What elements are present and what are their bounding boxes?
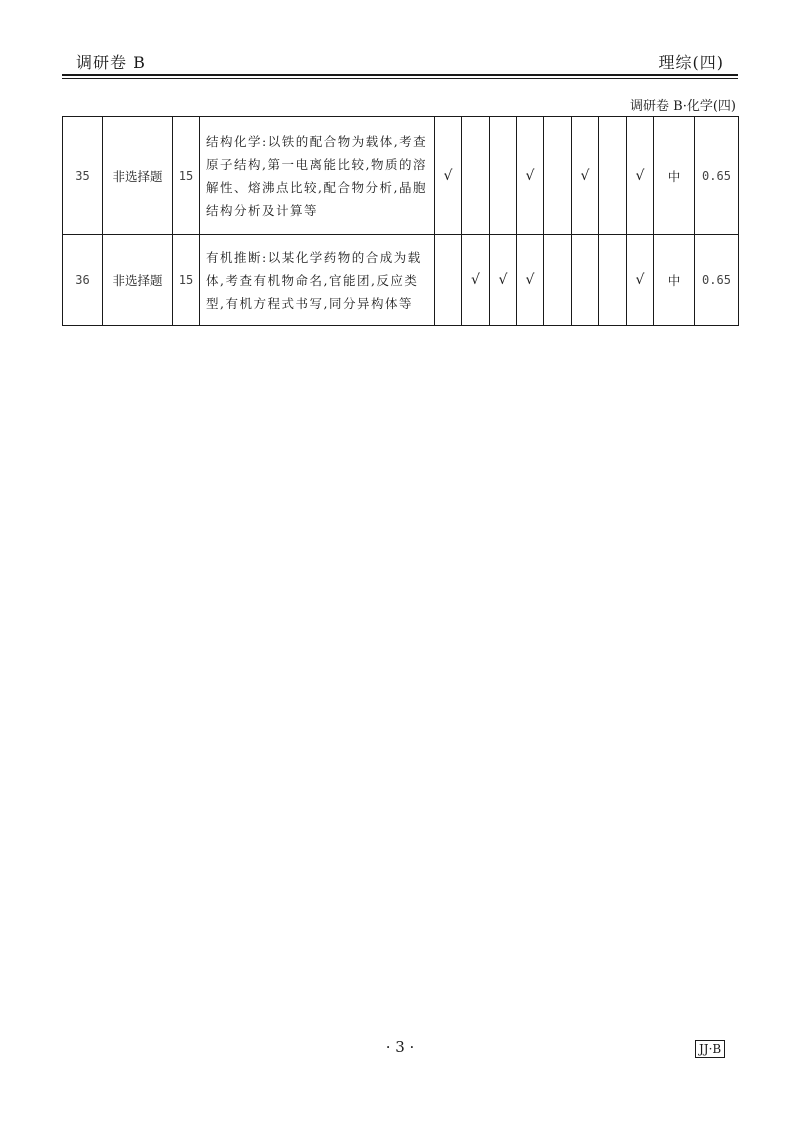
check-cell: √: [490, 235, 517, 326]
check-cell: [544, 117, 572, 235]
section-label: 调研卷 B·化学(四): [630, 99, 736, 114]
check-cell: √: [435, 117, 462, 235]
page-number: · 3 ·: [385, 1038, 415, 1056]
difficulty-cell: 中: [654, 117, 695, 235]
check-cell: √: [517, 235, 544, 326]
question-score: 15: [173, 235, 200, 326]
check-cell: √: [627, 235, 654, 326]
question-type: 非选择题: [103, 235, 173, 326]
question-description: 有机推断:以某化学药物的合成为载体,考查有机物命名,官能团,反应类型,有机方程式书写,同分异构体等: [200, 235, 435, 326]
question-number: 35: [63, 117, 103, 235]
header-rule-thick: [62, 74, 738, 76]
exam-code-box: JJ·B: [695, 1040, 725, 1058]
check-cell: √: [517, 117, 544, 235]
check-cell: [490, 117, 517, 235]
question-type: 非选择题: [103, 117, 173, 235]
check-cell: [599, 117, 627, 235]
ratio-cell: 0.65: [695, 235, 739, 326]
check-cell: [462, 117, 490, 235]
table-row: [63, 117, 739, 235]
header-rule-thin: [62, 78, 738, 79]
difficulty-cell: 中: [654, 235, 695, 326]
ratio-cell: 0.65: [695, 117, 739, 235]
question-spec-table: [62, 116, 739, 326]
header-right-title: 理综(四): [658, 53, 724, 72]
check-cell: √: [572, 117, 599, 235]
check-cell: √: [462, 235, 490, 326]
question-number: 36: [63, 235, 103, 326]
check-cell: [599, 235, 627, 326]
table-row: [63, 235, 739, 326]
check-cell: [544, 235, 572, 326]
question-score: 15: [173, 117, 200, 235]
check-cell: [435, 235, 462, 326]
check-cell: [572, 235, 599, 326]
header-left-title: 调研卷 B: [76, 53, 146, 72]
check-cell: √: [627, 117, 654, 235]
question-description: 结构化学:以铁的配合物为载体,考查原子结构,第一电离能比较,物质的溶解性、熔沸点比较,配合物分析,晶胞结构分析及计算等: [200, 117, 435, 235]
